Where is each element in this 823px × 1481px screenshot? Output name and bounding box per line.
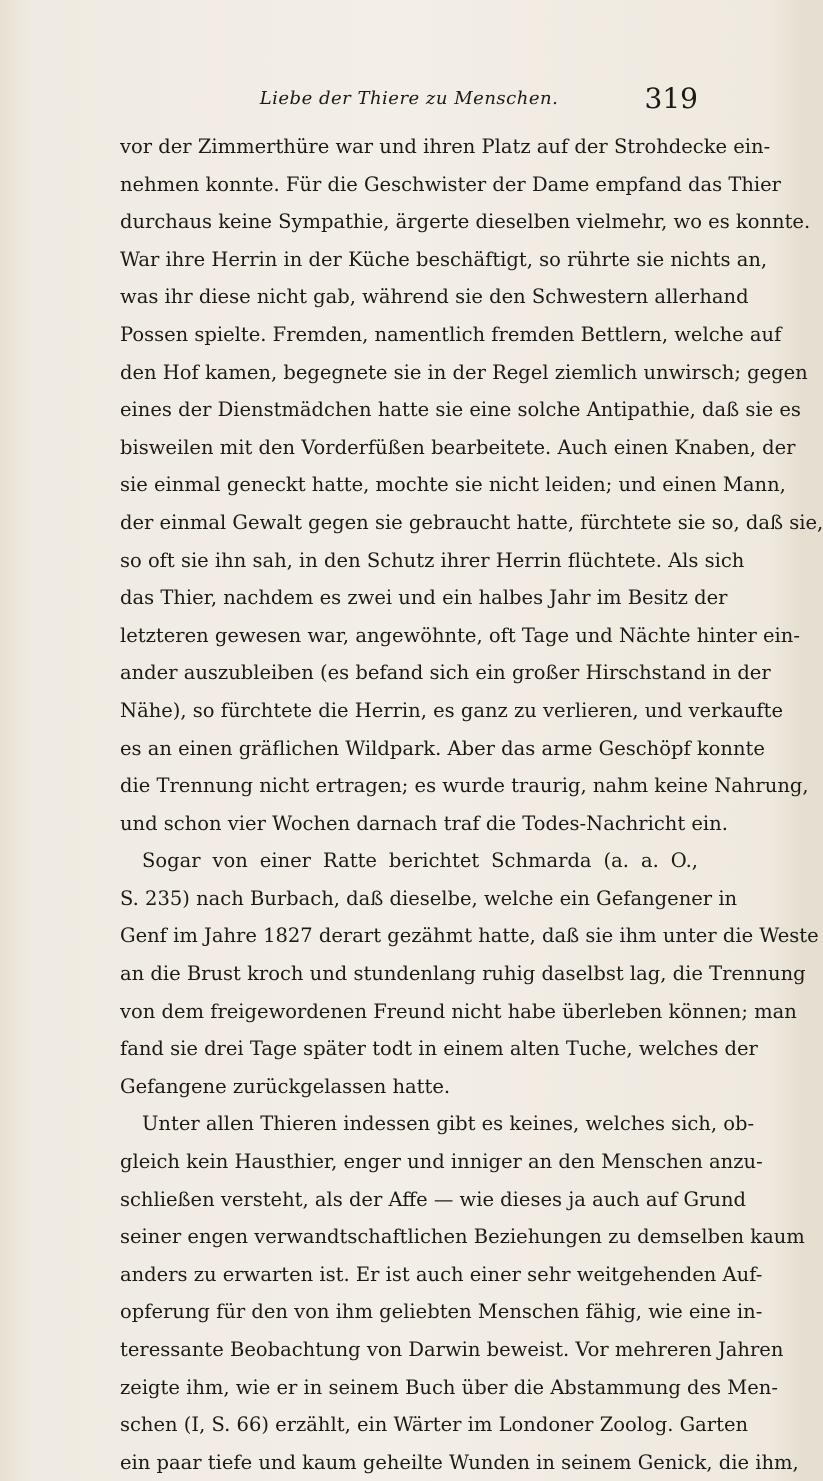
text-line: den Hof kamen, begegnete sie in der Regel ziemlich unwirsch; gegen [120, 360, 808, 384]
text-line: Sogar von einer Ratte berichtet Schmarda (a. a. O., [142, 849, 698, 873]
text-line: durchaus keine Sympathie, ärgerte dieselben vielmehr, wo es konnte. [120, 210, 811, 234]
text-line: die Trennung nicht ertragen; es wurde traurig, nahm keine Nahrung, [120, 774, 809, 798]
text-line: fand sie drei Tage später todt in einem alten Tuche, welches der [120, 1037, 758, 1061]
text-line: anders zu erwarten ist. Er ist auch einer sehr weitgehenden Auf- [120, 1262, 763, 1286]
text-line: Nähe), so fürchtete die Herrin, es ganz zu verlieren, und verkaufte [120, 698, 783, 722]
text-line: teressante Beobachtung von Darwin beweist. Vor mehreren Jahren [120, 1338, 784, 1361]
text-line: seiner engen verwandtschaftlichen Beziehungen zu demselben kaum [120, 1225, 805, 1249]
page-number: 319 [644, 82, 698, 115]
text-line: was ihr diese nicht gab, während sie den Schwestern allerhand [120, 285, 749, 309]
text-line: Possen spielte. Fremden, namentlich fremden Bettlern, welche auf [120, 322, 782, 346]
text-line: opferung für den von ihm geliebten Menschen fähig, wie eine in- [120, 1300, 763, 1324]
text-line: Unter allen Thieren indessen gibt es keines, welches sich, ob- [142, 1112, 755, 1136]
text-line: nehmen konnte. Für die Geschwister der Dame empfand das Thier [120, 172, 782, 196]
text-line: und schon vier Wochen darnach traf die Todes-Nachricht ein. [120, 811, 728, 835]
running-head: Liebe der Thiere zu Menschen. [259, 88, 559, 109]
text-line: zeigte ihm, wie er in seinem Buch über die Abstammung des Men- [120, 1375, 778, 1399]
text-line: letzteren gewesen war, angewöhnte, oft Tage und Nächte hinter ein- [120, 623, 800, 647]
text-line: bisweilen mit den Vorderfüßen bearbeitete. Auch einen Knaben, der [120, 435, 796, 459]
body-text [120, 128, 823, 1481]
page-header [120, 82, 698, 126]
text-line: ander auszubleiben (es befand sich ein großer Hirschstand in der [120, 661, 771, 685]
text-line: an die Brust kroch und stundenlang ruhig daselbst lag, die Trennung [120, 962, 806, 986]
text-line: ein paar tiefe und kaum geheilte Wunden in seinem Genick, die ihm, [120, 1450, 799, 1474]
text-line: von dem freigewordenen Freund nicht habe überleben können; man [120, 999, 797, 1023]
text-line: sie einmal geneckt hatte, mochte sie nicht leiden; und einen Mann, [120, 473, 786, 497]
text-line: schließen versteht, als der Affe — wie dieses ja auch auf Grund [120, 1187, 747, 1211]
text-line: eines der Dienstmädchen hatte sie eine solche Antipathie, daß sie es [120, 398, 801, 422]
text-line: das Thier, nachdem es zwei und ein halbes Jahr im Besitz der [120, 586, 728, 610]
text-line: so oft sie ihn sah, in den Schutz ihrer Herrin flüchtete. Als sich [120, 548, 745, 572]
text-line: Genf im Jahre 1827 derart gezähmt hatte, daß sie ihm unter die Weste [120, 924, 819, 948]
text-line: S. 235) nach Burbach, daß dieselbe, welche ein Gefangener in [120, 886, 738, 910]
text-line: es an einen gräflichen Wildpark. Aber das arme Geschöpf konnte [120, 736, 765, 760]
text-line: schen (I, S. 66) erzählt, ein Wärter im Londoner Zoolog. Garten [120, 1413, 749, 1437]
text-line: War ihre Herrin in der Küche beschäftigt, so rührte sie nichts an, [120, 247, 768, 271]
text-line: der einmal Gewalt gegen sie gebraucht hatte, fürchtete sie so, daß sie, [120, 510, 823, 534]
text-line: gleich kein Hausthier, enger und inniger an den Menschen anzu- [120, 1150, 763, 1174]
text-line: vor der Zimmerthüre war und ihren Platz auf der Strohdecke ein- [120, 135, 771, 158]
text-line: Gefangene zurückgelassen hatte. [120, 1074, 451, 1098]
